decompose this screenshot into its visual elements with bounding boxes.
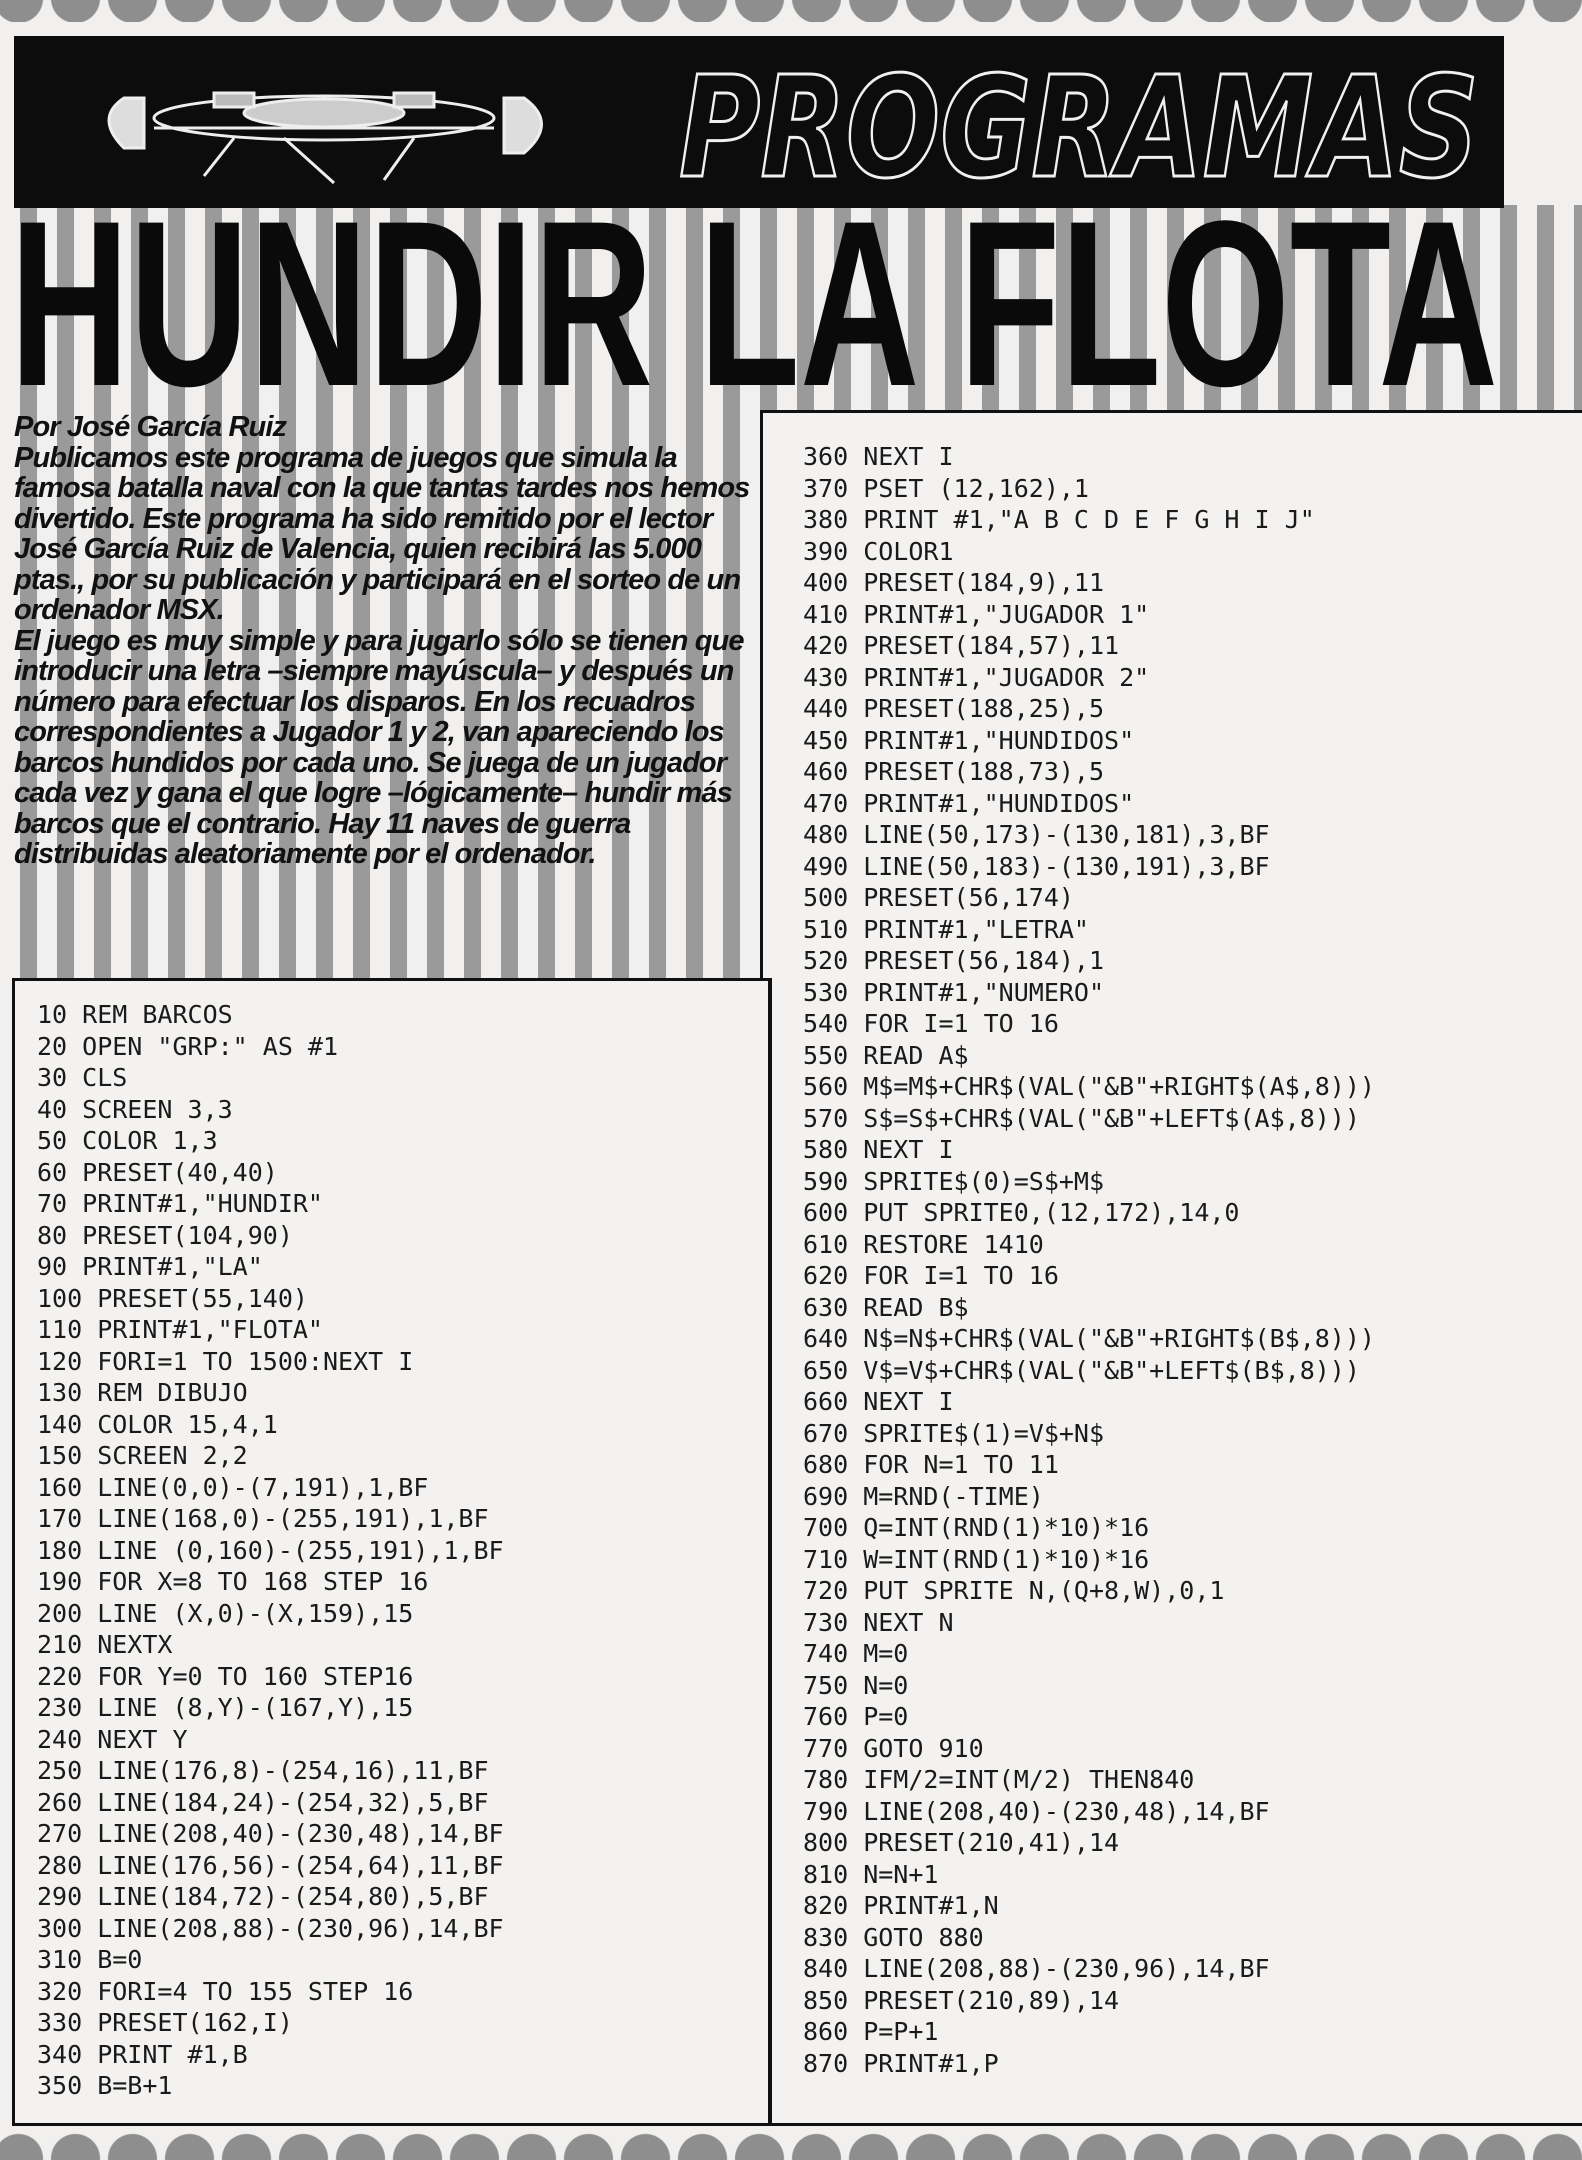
code-line: 290 LINE(184,72)-(254,80),5,BF	[37, 1882, 489, 1911]
code-line: 670 SPRITE$(1)=V$+N$	[803, 1418, 1105, 1448]
code-line: 480 LINE(50,173)-(130,181),3,BF	[803, 820, 1270, 849]
decorative-dot-border-bottom	[0, 2128, 1582, 2160]
code-line: 610 RESTORE 1410	[803, 1229, 1044, 1259]
code-line: 70 PRINT#1,"HUNDIR"	[37, 1189, 323, 1218]
code-line: 280 LINE(176,56)-(254,64),11,BF	[37, 1850, 504, 1880]
code-line: 750 N=0	[803, 1670, 909, 1700]
code-line: 350 B=B+1	[37, 2071, 173, 2100]
code-line: 420 PRESET(184,57),11	[803, 631, 1120, 660]
code-line: 20 OPEN "GRP:" AS #1	[37, 1031, 339, 1061]
code-line: 860 P=P+1	[803, 2017, 939, 2046]
intro-paragraph: El juego es muy simple y para jugarlo sólo se tienen que introducir una letra –siempre mayúscula– y después un número para efectuar los disparos. En los recuadros correspondientes a Jugador 1 y 2, van apareciendo los barcos hundidos por cada uno. Se juega de un jugador cada vez y gana el que logre –lógicamente– hundir más barcos que el contrario. Hay 11 naves de guerra distribuidas aleatoriamente por el ordenador.	[14, 624, 744, 870]
code-line: 660 NEXT I	[803, 1387, 954, 1416]
article-intro	[14, 412, 756, 870]
code-line: 260 LINE(184,24)-(254,32),5,BF	[37, 1787, 489, 1817]
code-line: 690 M=RND(-TIME)	[803, 1481, 1044, 1511]
code-line: 330 PRESET(162,I)	[37, 2008, 293, 2037]
code-line: 320 FORI=4 TO 155 STEP 16	[37, 1976, 414, 2006]
code-line: 230 LINE (8,Y)-(167,Y),15	[37, 1693, 414, 1722]
code-line: 180 LINE (0,160)-(255,191),1,BF	[37, 1535, 504, 1565]
code-line: 30 CLS	[37, 1063, 128, 1092]
code-line: 400 PRESET(184,9),11	[803, 568, 1105, 597]
code-line: 770 GOTO 910	[803, 1733, 984, 1763]
code-line: 570 S$=S$+CHR$(VAL("&B"+LEFT$(A$,8)))	[803, 1103, 1360, 1133]
code-line: 140 COLOR 15,4,1	[37, 1409, 278, 1439]
code-line: 650 V$=V$+CHR$(VAL("&B"+LEFT$(B$,8)))	[803, 1355, 1360, 1385]
code-line: 210 NEXTX	[37, 1630, 173, 1659]
code-line: 190 FOR X=8 TO 168 STEP 16	[37, 1567, 429, 1596]
code-line: 870 PRINT#1,P	[803, 2048, 999, 2078]
code-line: 720 PUT SPRITE N,(Q+8,W),0,1	[803, 1576, 1225, 1605]
code-line: 100 PRESET(55,140)	[37, 1283, 308, 1313]
code-line: 440 PRESET(188,25),5	[803, 694, 1105, 723]
code-line: 680 FOR N=1 TO 11	[803, 1450, 1059, 1479]
code-line: 340 PRINT #1,B	[37, 2039, 248, 2069]
code-line: 160 LINE(0,0)-(7,191),1,BF	[37, 1472, 429, 1502]
code-line: 240 NEXT Y	[37, 1724, 188, 1754]
spaceship-illustration-icon	[109, 93, 542, 183]
code-line: 740 M=0	[803, 1639, 909, 1668]
code-line: 630 READ B$	[803, 1292, 969, 1322]
code-line: 530 PRINT#1,"NUMERO"	[803, 977, 1105, 1007]
article-title: HUNDIR LA FLOTA	[10, 205, 1498, 400]
code-line: 170 LINE(168,0)-(255,191),1,BF	[37, 1504, 489, 1533]
code-line: 270 LINE(208,40)-(230,48),14,BF	[37, 1819, 504, 1848]
code-line: 60 PRESET(40,40)	[37, 1157, 278, 1187]
code-line: 760 P=0	[803, 1702, 909, 1731]
code-line: 370 PSET (12,162),1	[803, 473, 1089, 503]
code-line: 410 PRINT#1,"JUGADOR 1"	[803, 599, 1150, 629]
code-line: 380 PRINT #1,"A B C D E F G H I J"	[803, 505, 1315, 534]
code-line: 550 READ A$	[803, 1040, 969, 1070]
code-line: 10 REM BARCOS	[37, 1000, 233, 1029]
code-line: 520 PRESET(56,184),1	[803, 946, 1105, 975]
code-line: 300 LINE(208,88)-(230,96),14,BF	[37, 1913, 504, 1943]
code-line: 450 PRINT#1,"HUNDIDOS"	[803, 725, 1135, 755]
code-lines	[803, 441, 1375, 2079]
code-line: 590 SPRITE$(0)=S$+M$	[803, 1166, 1105, 1196]
code-line: 90 PRINT#1,"LA"	[37, 1252, 263, 1281]
code-line: 710 W=INT(RND(1)*10)*16	[803, 1544, 1150, 1574]
code-listing-left	[12, 978, 772, 2126]
code-line: 500 PRESET(56,174)	[803, 883, 1074, 912]
intro-paragraph: Publicamos este programa de juegos que simula la famosa batalla naval con la que tantas tardes nos hemos divertido. Este programa ha sido remitido por el lector José García Ruiz de Valencia, quien recibirá las 5.000 ptas., por su publicación y participará en el sorteo de un ordenador MSX.	[14, 441, 750, 626]
code-line: 80 PRESET(104,90)	[37, 1220, 293, 1250]
code-line: 700 Q=INT(RND(1)*10)*16	[803, 1513, 1150, 1542]
code-line: 840 LINE(208,88)-(230,96),14,BF	[803, 1954, 1270, 1983]
code-line: 360 NEXT I	[803, 442, 954, 471]
code-line: 790 LINE(208,40)-(230,48),14,BF	[803, 1796, 1270, 1826]
code-line: 310 B=0	[37, 1945, 143, 1974]
code-line: 560 M$=M$+CHR$(VAL("&B"+RIGHT$(A$,8)))	[803, 1072, 1375, 1101]
code-line: 810 N=N+1	[803, 1859, 939, 1889]
decorative-dot-border-top	[0, 0, 1582, 22]
code-line: 130 REM DIBUJO	[37, 1378, 248, 1407]
section-header-banner	[14, 36, 1504, 208]
code-listing-right	[760, 410, 1582, 2126]
code-line: 580 NEXT I	[803, 1135, 954, 1164]
code-line: 820 PRINT#1,N	[803, 1891, 999, 1920]
code-line: 600 PUT SPRITE0,(12,172),14,0	[803, 1198, 1240, 1227]
code-line: 390 COLOR1	[803, 536, 954, 566]
code-line: 470 PRINT#1,"HUNDIDOS"	[803, 788, 1135, 818]
code-line: 110 PRINT#1,"FLOTA"	[37, 1315, 323, 1344]
code-line: 220 FOR Y=0 TO 160 STEP16	[37, 1661, 414, 1691]
code-line: 640 N$=N$+CHR$(VAL("&B"+RIGHT$(B$,8)))	[803, 1324, 1375, 1353]
code-line: 780 IFM/2=INT(M/2) THEN840	[803, 1765, 1195, 1794]
code-line: 850 PRESET(210,89),14	[803, 1985, 1120, 2015]
header-artwork	[14, 36, 1504, 208]
code-line: 250 LINE(176,8)-(254,16),11,BF	[37, 1756, 489, 1785]
code-line: 730 NEXT N	[803, 1607, 954, 1637]
code-lines	[37, 999, 504, 2102]
code-line: 830 GOTO 880	[803, 1922, 984, 1952]
byline: Por José García Ruiz	[14, 411, 287, 443]
code-line: 200 LINE (X,0)-(X,159),15	[37, 1598, 414, 1628]
code-line: 800 PRESET(210,41),14	[803, 1828, 1120, 1857]
code-line: 120 FORI=1 TO 1500:NEXT I	[37, 1346, 414, 1376]
code-line: 540 FOR I=1 TO 16	[803, 1009, 1059, 1038]
code-line: 150 SCREEN 2,2	[37, 1441, 248, 1470]
article-title-wrapper	[10, 205, 1500, 400]
code-line: 510 PRINT#1,"LETRA"	[803, 914, 1089, 944]
code-line: 40 SCREEN 3,3	[37, 1094, 233, 1124]
code-line: 490 LINE(50,183)-(130,191),3,BF	[803, 851, 1270, 881]
code-line: 620 FOR I=1 TO 16	[803, 1261, 1059, 1290]
code-line: 430 PRINT#1,"JUGADOR 2"	[803, 662, 1150, 692]
section-title: PROGRAMAS	[679, 47, 1479, 208]
code-line: 460 PRESET(188,73),5	[803, 757, 1105, 786]
code-line: 50 COLOR 1,3	[37, 1126, 218, 1155]
